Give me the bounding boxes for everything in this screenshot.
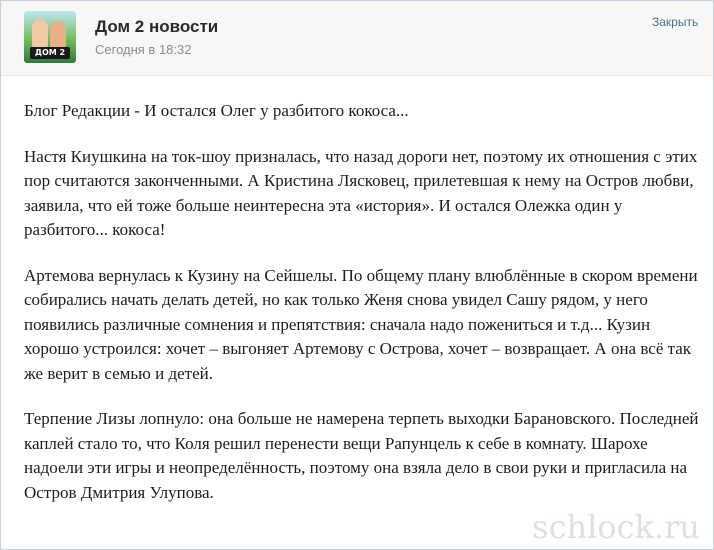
post-body <box>24 99 700 526</box>
post-paragraph: Артемова вернулась к Кузину на Сейшелы. По общему плану влюблённые в скором времени собирались начать делать детей, но как только Женя снова увидел Сашу рядом, у него появились различные сомнения и препятствия: сначала надо пожениться и т.д... Кузин хорошо устроился: хочет – выгоняет Артемову с Острова, хочет – возвращает. А она всё так же верит в семью и детей. <box>24 265 698 383</box>
group-title[interactable]: Дом 2 новости <box>95 17 219 36</box>
post-paragraph: Терпение Лизы лопнуло: она больше не намерена терпеть выходки Барановского. Последней каплей стало то, что Коля решил перенести вещи Рапунцель к себе в комнату. Шарохе надоели эти игры и неопределённость, поэтому она взяла дело в свои руки и пригласила на Остров Дмитрия Улупова. <box>24 409 699 502</box>
avatar-person-left <box>32 19 48 49</box>
avatar-person-right <box>50 21 66 49</box>
close-link[interactable]: Закрыть <box>652 15 699 29</box>
watermark: schlock.ru <box>532 508 700 546</box>
avatar[interactable] <box>24 11 76 63</box>
avatar-logo: ДОМ 2 <box>30 47 70 59</box>
post-timestamp: Сегодня в 18:32 <box>95 42 192 57</box>
post-paragraph: Блог Редакции - И остался Олег у разбитого кокоса... <box>24 101 409 120</box>
post-paragraph: Настя Киушкина на ток-шоу призналась, что назад дороги нет, поэтому их отношения с этих пор считаются законченными. А Кристина Лясковец, прилетевшая к нему на Остров любви, заявила, что ей тоже больше неинтересна эта «история». И остался Олежка один у разбитого... кокоса! <box>24 146 698 239</box>
post-header <box>1 1 713 76</box>
